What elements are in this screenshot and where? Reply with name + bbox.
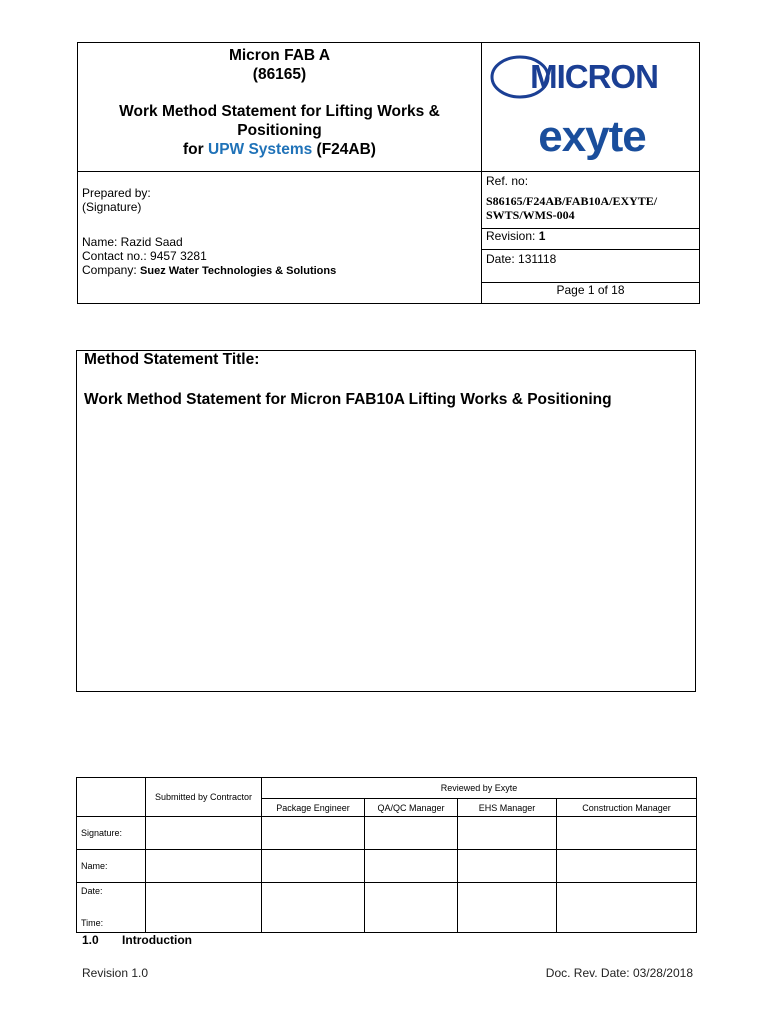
row-label-signature: Signature:	[77, 817, 146, 850]
company-label: Company:	[82, 263, 137, 277]
row-label-time: Time:	[81, 918, 104, 928]
cell-empty	[146, 817, 262, 850]
preparer-name: Name: Razid Saad	[82, 235, 183, 249]
document-title-line-3	[78, 140, 481, 159]
ref-value-1: S86165/F24AB/FAB10A/EXYTE/	[486, 194, 658, 208]
cell-empty	[557, 883, 697, 933]
project-name: Micron FAB A	[228, 47, 331, 64]
cell-empty	[365, 883, 458, 933]
preparer-company	[82, 263, 481, 278]
table-row	[77, 850, 697, 883]
document-title-line-2: Positioning	[237, 122, 322, 139]
footer-revision: Revision 1.0	[82, 966, 149, 980]
footer-doc-rev-date: Doc. Rev. Date: 03/28/2018	[545, 966, 693, 980]
cell-empty	[365, 850, 458, 883]
row-label-date: Date:	[81, 886, 103, 896]
title-for: for	[183, 141, 204, 158]
cell-empty	[458, 850, 557, 883]
section-heading	[82, 933, 192, 947]
exyte-logo: exyte	[538, 112, 646, 161]
row-label-name: Name:	[77, 850, 146, 883]
logo-cell	[482, 43, 700, 172]
role-construction-manager: Construction Manager	[557, 799, 697, 817]
approval-table	[76, 777, 697, 933]
date-value: Date: 131118	[486, 252, 557, 266]
date-time-cell	[77, 883, 146, 933]
preparer-contact: Contact no.: 9457 3281	[82, 249, 207, 263]
system-code: (F24AB)	[316, 141, 376, 158]
table-row	[77, 883, 697, 933]
signature-label: (Signature)	[82, 200, 142, 214]
cell-empty	[557, 817, 697, 850]
page-number: Page 1 of 18	[556, 283, 625, 297]
cell-empty	[146, 850, 262, 883]
submitted-by-header: Submitted by Contractor	[146, 778, 262, 817]
reviewed-by-header: Reviewed by Exyte	[262, 778, 697, 799]
revision-value: 1	[538, 229, 546, 243]
cell-empty	[262, 883, 365, 933]
approval-corner-cell	[77, 778, 146, 817]
role-package-engineer: Package Engineer	[262, 799, 365, 817]
micron-exyte-logos	[482, 43, 699, 166]
project-number: (86165)	[252, 66, 307, 83]
header-title-cell	[78, 43, 482, 172]
preparer-cell	[78, 172, 482, 304]
cell-empty	[557, 850, 697, 883]
section-title: Introduction	[122, 933, 193, 947]
table-row	[77, 817, 697, 850]
ref-label: Ref. no:	[486, 174, 529, 188]
revision-label: Revision:	[486, 229, 536, 243]
cell-empty	[262, 817, 365, 850]
document-title-line-1: Work Method Statement for Lifting Works &	[119, 103, 440, 120]
cell-empty	[146, 883, 262, 933]
date-cell	[482, 250, 700, 283]
role-ehs-manager: EHS Manager	[458, 799, 557, 817]
cell-empty	[262, 850, 365, 883]
prepared-by-label: Prepared by:	[82, 186, 151, 200]
page-cell	[482, 283, 700, 304]
ref-value-2: SWTS/WMS-004	[486, 208, 575, 222]
revision-cell	[482, 229, 700, 250]
section-number: 1.0	[82, 933, 99, 947]
company-value: Suez Water Technologies & Solutions	[140, 265, 337, 277]
ref-cell	[482, 172, 700, 229]
document-header	[77, 42, 700, 304]
method-statement-title: Work Method Statement for Micron FAB10A Lifting Works & Positioning	[84, 391, 612, 408]
cell-empty	[458, 883, 557, 933]
method-statement-box	[76, 350, 696, 692]
upw-systems: UPW Systems	[208, 141, 313, 158]
cell-empty	[458, 817, 557, 850]
cell-empty	[365, 817, 458, 850]
micron-logo: MICRON	[530, 58, 658, 95]
role-qaqc-manager: QA/QC Manager	[365, 799, 458, 817]
method-statement-label: Method Statement Title:	[84, 351, 260, 368]
